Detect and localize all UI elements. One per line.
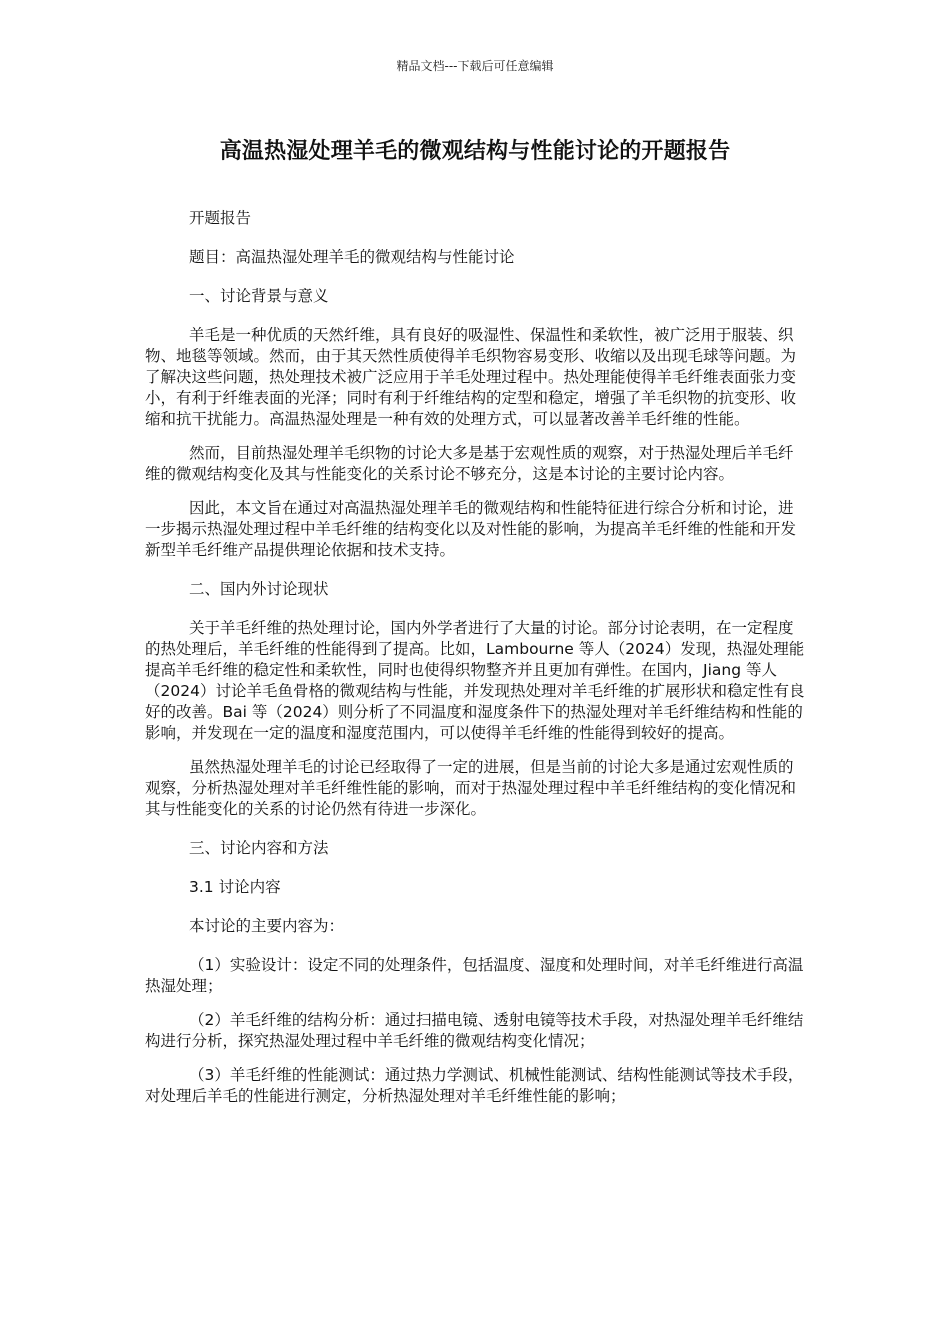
body-paragraph: 然而，目前热湿处理羊毛织物的讨论大多是基于宏观性质的观察，对于热湿处理后羊毛纤维的微观结构变化及其与性能变化的关系讨论不够充分，这是本讨论的主要讨论内容。 bbox=[145, 444, 794, 483]
body-paragraph: 关于羊毛纤维的热处理讨论，国内外学者进行了大量的讨论。部分讨论表明，在一定程度的热处理后，羊毛纤维的性能得到了提高。比如，Lambourne 等人（2024）发现，热湿处理能提高羊毛纤维的稳定性和柔软性，同时也使得织物整齐并且更加有弹性。在国内，Jiang 等人（2024）讨论羊毛鱼骨格的微观结构与性能，并发现热处理对羊毛纤维的扩展形状和稳定性有良好的改善。Bai 等（2024）则分析了不同温度和湿度条件下的热湿处理对羊毛纤维结构和性能的影响，并发现在一定的温度和湿度范围内，可以使得羊毛纤维的性能得到较好的提高。 bbox=[145, 619, 805, 742]
body-paragraph: 因此，本文旨在通过对高温热湿处理羊毛的微观结构和性能特征进行综合分析和讨论，进一步揭示热湿处理过程中羊毛纤维的结构变化以及对性能的影响，为提高羊毛纤维的性能和开发新型羊毛纤维产品提供理论依据和技术支持。 bbox=[145, 499, 797, 559]
body-paragraph: 羊毛是一种优质的天然纤维，具有良好的吸湿性、保温性和柔软性，被广泛用于服装、织物、地毯等领域。然而，由于其天然性质使得羊毛织物容易变形、收缩以及出现毛球等问题。为了解决这些问题，热处理技术被广泛应用于羊毛处理过程中。热处理能使得羊毛纤维表面张力变小，有利于纤维表面的光泽；同时有利于纤维结构的定型和稳定，增强了羊毛织物的抗变形、收缩和抗干扰能力。高温热湿处理是一种有效的处理方式，可以显著改善羊毛纤维的性能。 bbox=[145, 326, 797, 428]
document-title: 高温热湿处理羊毛的微观结构与性能讨论的开题报告 bbox=[219, 139, 731, 164]
page-header-note: 精品文档---下载后可任意编辑 bbox=[396, 59, 554, 73]
list-item: （2）羊毛纤维的结构分析：通过扫描电镜、透射电镜等技术手段，对热湿处理羊毛纤维结构进行分析，探究热湿处理过程中羊毛纤维的微观结构变化情况； bbox=[145, 1011, 804, 1050]
section-heading-1: 一、讨论背景与意义 bbox=[189, 287, 329, 305]
subsection-heading: 3.1 讨论内容 bbox=[189, 878, 281, 896]
section-heading-2: 二、国内外讨论现状 bbox=[189, 580, 329, 598]
topic-line: 题目：高温热湿处理羊毛的微观结构与性能讨论 bbox=[189, 248, 515, 266]
report-label: 开题报告 bbox=[189, 209, 252, 227]
body-paragraph: 本讨论的主要内容为： bbox=[189, 917, 345, 935]
document-body bbox=[145, 208, 807, 1107]
section-heading-3: 三、讨论内容和方法 bbox=[189, 839, 329, 857]
list-item: （1）实验设计：设定不同的处理条件，包括温度、湿度和处理时间，对羊毛纤维进行高温热湿处理； bbox=[145, 956, 804, 995]
body-paragraph: 虽然热湿处理羊毛的讨论已经取得了一定的进展，但是当前的讨论大多是通过宏观性质的观察，分析热湿处理对羊毛纤维性能的影响，而对于热湿处理过程中羊毛纤维结构的变化情况和其与性能变化的关系的讨论仍然有待进一步深化。 bbox=[145, 758, 797, 818]
list-item: （3）羊毛纤维的性能测试：通过热力学测试、机械性能测试、结构性能测试等技术手段，对处理后羊毛的性能进行测定，分析热湿处理对羊毛纤维性能的影响； bbox=[145, 1066, 804, 1105]
